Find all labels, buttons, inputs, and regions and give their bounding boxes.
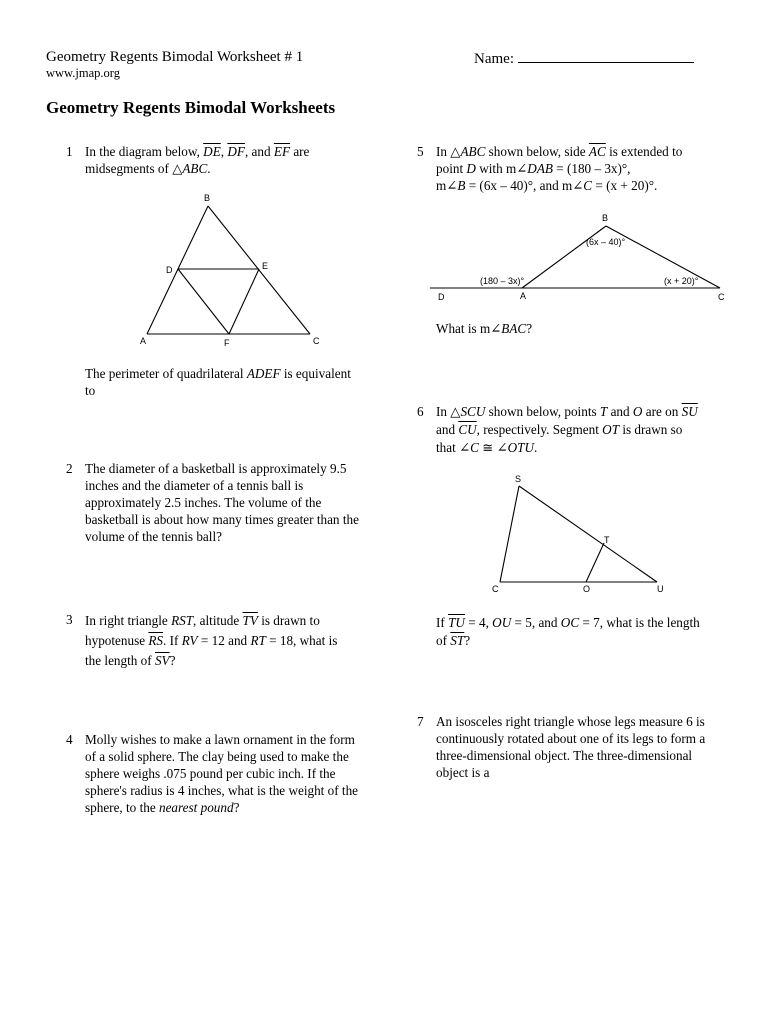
- question-2-text: The diameter of a basketball is approximately 9.5 inches and the diameter of a tennis ball is approximately 2.5 inches. The volume of the basketball is about how many times greater than the volume of the tennis ball?: [85, 461, 359, 544]
- website-url: www.jmap.org: [46, 66, 120, 80]
- question-7-text: An isosceles right triangle whose legs measure 6 is continuously rotated about one of its legs to form a three-dimensional object. The three-dimensional object is a: [436, 714, 706, 780]
- question-6-prompt: If $\overline{TU} = 4$, OU = 5, and OC = 7, what is the length of $\overline{ST}$?: [436, 615, 700, 648]
- question-6-number: 6: [417, 404, 424, 419]
- name-label: Name:: [474, 51, 514, 67]
- question-4-text: Molly wishes to make a lawn ornament in the form of a solid sphere. The clay being used to make the sphere weighs .075 pound per cubic inch. If the sphere's radius is 4 inches, what is the weight of the sphere, to the nearest pound?: [85, 732, 359, 815]
- page-title: Geometry Regents Bimodal Worksheets: [46, 98, 336, 117]
- question-7-number: 7: [417, 714, 424, 729]
- label-f: F: [224, 338, 230, 348]
- label-a: A: [140, 336, 147, 346]
- angle-c-label: (x + 20)°: [664, 276, 699, 286]
- question-1-prompt: The perimeter of quadrilateral ADEF is equivalent to: [85, 366, 351, 398]
- worksheet-title: Geometry Regents Bimodal Worksheet # 1: [46, 49, 304, 65]
- label-t: T: [604, 535, 610, 545]
- label-b: B: [204, 193, 211, 203]
- label-s: S: [515, 474, 522, 484]
- angle-b-label: (6x – 40)°: [586, 237, 626, 247]
- segment-ot: [586, 543, 604, 582]
- question-1-text: In the diagram below, $\overline{DE}$, $\overline{DF}$, and $\overline{EF}$ are midsegments of △ABC.: [85, 144, 310, 176]
- label-u: U: [657, 584, 664, 594]
- label-a: A: [520, 291, 527, 301]
- segment-sc: [500, 486, 519, 582]
- question-5-number: 5: [417, 144, 424, 159]
- question-5-text: In △ABC shown below, side $\overline{AC}$ is extended to point D with m∠DAB = (180 – 3x)°, m∠B = (6x – 40)°, and m∠C = (x + 20)°.: [436, 144, 683, 193]
- label-c: C: [718, 292, 725, 302]
- label-e: E: [262, 261, 269, 271]
- segment-su: [519, 486, 657, 582]
- label-b: B: [602, 213, 609, 223]
- question-2-number: 2: [66, 461, 73, 476]
- label-d: D: [166, 265, 173, 275]
- question-1-number: 1: [66, 144, 73, 159]
- question-4-number: 4: [66, 732, 73, 747]
- question-3-text: In right triangle RST, altitude $\overline{TV}$ is drawn to hypotenuse $\overline{RS}$. If RV = 12 and RT = 18, what is the length of $\overline{SV}$?: [85, 613, 338, 668]
- angle-a-label: (180 – 3x)°: [480, 276, 525, 286]
- question-3-number: 3: [66, 612, 73, 627]
- question-5-prompt: What is m∠BAC?: [436, 321, 533, 336]
- label-o: O: [583, 584, 591, 594]
- label-c: C: [492, 584, 499, 594]
- question-6-text: In △SCU shown below, points T and O are on $\overline{SU}$ and $\overline{CU}$, respectively. Segment OT is drawn so that ∠C ≅ ∠OTU.: [436, 404, 698, 455]
- label-c: C: [313, 336, 320, 346]
- label-d: D: [438, 292, 445, 302]
